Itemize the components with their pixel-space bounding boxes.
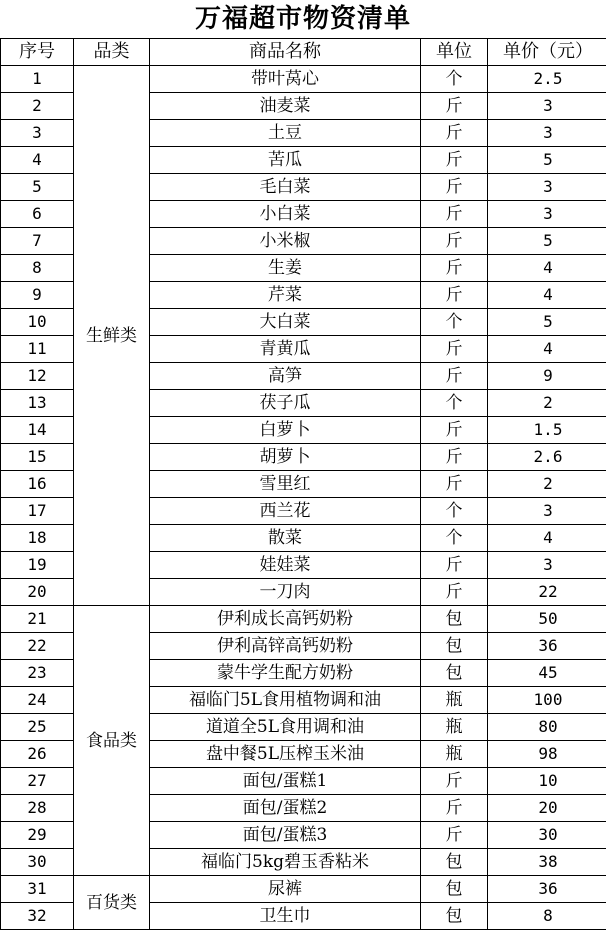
cell-price: 5 <box>488 309 606 336</box>
cell-unit: 斤 <box>421 471 488 498</box>
cell-name: 伊利成长高钙奶粉 <box>150 606 421 633</box>
cell-seq: 31 <box>1 876 74 903</box>
cell-name: 小白菜 <box>150 201 421 228</box>
cell-seq: 3 <box>1 120 74 147</box>
cell-unit: 斤 <box>421 255 488 282</box>
cell-seq: 18 <box>1 525 74 552</box>
cell-price: 5 <box>488 228 606 255</box>
cell-name: 土豆 <box>150 120 421 147</box>
cell-price: 4 <box>488 336 606 363</box>
cell-name: 一刀肉 <box>150 579 421 606</box>
cell-seq: 5 <box>1 174 74 201</box>
cell-unit: 包 <box>421 903 488 930</box>
cell-name: 芹菜 <box>150 282 421 309</box>
cell-seq: 10 <box>1 309 74 336</box>
cell-price: 1.5 <box>488 417 606 444</box>
cell-price: 3 <box>488 498 606 525</box>
cell-price: 3 <box>488 174 606 201</box>
cell-unit: 包 <box>421 660 488 687</box>
cell-price: 3 <box>488 120 606 147</box>
cell-unit: 斤 <box>421 795 488 822</box>
cell-name: 娃娃菜 <box>150 552 421 579</box>
cell-price: 38 <box>488 849 606 876</box>
cell-unit: 瓶 <box>421 687 488 714</box>
cell-seq: 25 <box>1 714 74 741</box>
cell-unit: 个 <box>421 66 488 93</box>
cell-unit: 个 <box>421 525 488 552</box>
cell-seq: 32 <box>1 903 74 930</box>
cell-price: 4 <box>488 282 606 309</box>
cell-name: 面包/蛋糕2 <box>150 795 421 822</box>
cell-price: 2.5 <box>488 66 606 93</box>
cell-name: 大白菜 <box>150 309 421 336</box>
cell-price: 9 <box>488 363 606 390</box>
cell-unit: 瓶 <box>421 741 488 768</box>
header-seq: 序号 <box>1 39 74 66</box>
cell-unit: 包 <box>421 876 488 903</box>
cell-seq: 12 <box>1 363 74 390</box>
table-row <box>1 66 606 93</box>
cell-price: 30 <box>488 822 606 849</box>
cell-unit: 斤 <box>421 93 488 120</box>
cell-name: 油麦菜 <box>150 93 421 120</box>
table-header-row <box>1 39 606 66</box>
cell-name: 雪里红 <box>150 471 421 498</box>
cell-seq: 22 <box>1 633 74 660</box>
cell-price: 3 <box>488 93 606 120</box>
cell-seq: 15 <box>1 444 74 471</box>
cell-seq: 14 <box>1 417 74 444</box>
cell-price: 80 <box>488 714 606 741</box>
cell-name: 胡萝卜 <box>150 444 421 471</box>
cell-seq: 23 <box>1 660 74 687</box>
cell-price: 2 <box>488 471 606 498</box>
cell-price: 22 <box>488 579 606 606</box>
cell-seq: 19 <box>1 552 74 579</box>
cell-name: 生姜 <box>150 255 421 282</box>
cell-seq: 27 <box>1 768 74 795</box>
cell-price: 50 <box>488 606 606 633</box>
header-name: 商品名称 <box>150 39 421 66</box>
header-price: 单价（元） <box>488 39 606 66</box>
cell-seq: 6 <box>1 201 74 228</box>
cell-unit: 斤 <box>421 363 488 390</box>
cell-name: 小米椒 <box>150 228 421 255</box>
cell-unit: 包 <box>421 606 488 633</box>
cell-unit: 斤 <box>421 228 488 255</box>
cell-unit: 斤 <box>421 552 488 579</box>
cell-price: 20 <box>488 795 606 822</box>
supply-table <box>0 38 606 930</box>
cell-seq: 30 <box>1 849 74 876</box>
cell-name: 伊利高锌高钙奶粉 <box>150 633 421 660</box>
cell-name: 西兰花 <box>150 498 421 525</box>
cell-unit: 个 <box>421 309 488 336</box>
cell-seq: 17 <box>1 498 74 525</box>
table-row <box>1 876 606 903</box>
cell-name: 青黄瓜 <box>150 336 421 363</box>
cell-price: 3 <box>488 552 606 579</box>
cell-unit: 斤 <box>421 579 488 606</box>
cell-unit: 个 <box>421 390 488 417</box>
cell-seq: 9 <box>1 282 74 309</box>
cell-seq: 2 <box>1 93 74 120</box>
cell-seq: 24 <box>1 687 74 714</box>
cell-name: 面包/蛋糕3 <box>150 822 421 849</box>
cell-category: 食品类 <box>74 606 150 876</box>
cell-seq: 4 <box>1 147 74 174</box>
cell-name: 散菜 <box>150 525 421 552</box>
cell-unit: 瓶 <box>421 714 488 741</box>
cell-name: 白萝卜 <box>150 417 421 444</box>
cell-unit: 斤 <box>421 336 488 363</box>
cell-price: 10 <box>488 768 606 795</box>
cell-unit: 斤 <box>421 768 488 795</box>
cell-name: 尿裤 <box>150 876 421 903</box>
cell-unit: 斤 <box>421 822 488 849</box>
cell-name: 道道全5L食用调和油 <box>150 714 421 741</box>
table-body <box>1 66 606 930</box>
cell-unit: 斤 <box>421 444 488 471</box>
cell-seq: 7 <box>1 228 74 255</box>
cell-price: 98 <box>488 741 606 768</box>
cell-unit: 斤 <box>421 147 488 174</box>
table-row <box>1 606 606 633</box>
cell-seq: 20 <box>1 579 74 606</box>
cell-price: 45 <box>488 660 606 687</box>
cell-unit: 斤 <box>421 201 488 228</box>
cell-seq: 11 <box>1 336 74 363</box>
cell-seq: 1 <box>1 66 74 93</box>
cell-seq: 28 <box>1 795 74 822</box>
cell-name: 卫生巾 <box>150 903 421 930</box>
cell-price: 36 <box>488 876 606 903</box>
page-title: 万福超市物资清单 <box>194 4 411 34</box>
cell-unit: 斤 <box>421 282 488 309</box>
cell-unit: 斤 <box>421 417 488 444</box>
cell-category: 百货类 <box>74 876 150 930</box>
cell-unit: 包 <box>421 849 488 876</box>
cell-price: 5 <box>488 147 606 174</box>
cell-price: 8 <box>488 903 606 930</box>
cell-name: 面包/蛋糕1 <box>150 768 421 795</box>
header-unit: 单位 <box>421 39 488 66</box>
cell-unit: 包 <box>421 633 488 660</box>
cell-name: 蒙牛学生配方奶粉 <box>150 660 421 687</box>
cell-name: 高笋 <box>150 363 421 390</box>
cell-seq: 26 <box>1 741 74 768</box>
cell-name: 茯子瓜 <box>150 390 421 417</box>
cell-price: 2.6 <box>488 444 606 471</box>
cell-price: 3 <box>488 201 606 228</box>
cell-seq: 21 <box>1 606 74 633</box>
cell-price: 100 <box>488 687 606 714</box>
cell-price: 4 <box>488 255 606 282</box>
cell-name: 毛白菜 <box>150 174 421 201</box>
cell-price: 4 <box>488 525 606 552</box>
cell-name: 盘中餐5L压榨玉米油 <box>150 741 421 768</box>
cell-unit: 斤 <box>421 174 488 201</box>
cell-name: 带叶莴心 <box>150 66 421 93</box>
cell-seq: 13 <box>1 390 74 417</box>
cell-unit: 斤 <box>421 120 488 147</box>
cell-name: 福临门5kg碧玉香粘米 <box>150 849 421 876</box>
cell-seq: 29 <box>1 822 74 849</box>
cell-price: 2 <box>488 390 606 417</box>
cell-name: 福临门5L食用植物调和油 <box>150 687 421 714</box>
cell-seq: 8 <box>1 255 74 282</box>
cell-name: 苦瓜 <box>150 147 421 174</box>
cell-seq: 16 <box>1 471 74 498</box>
cell-category: 生鲜类 <box>74 66 150 606</box>
header-category: 品类 <box>74 39 150 66</box>
cell-unit: 个 <box>421 498 488 525</box>
cell-price: 36 <box>488 633 606 660</box>
